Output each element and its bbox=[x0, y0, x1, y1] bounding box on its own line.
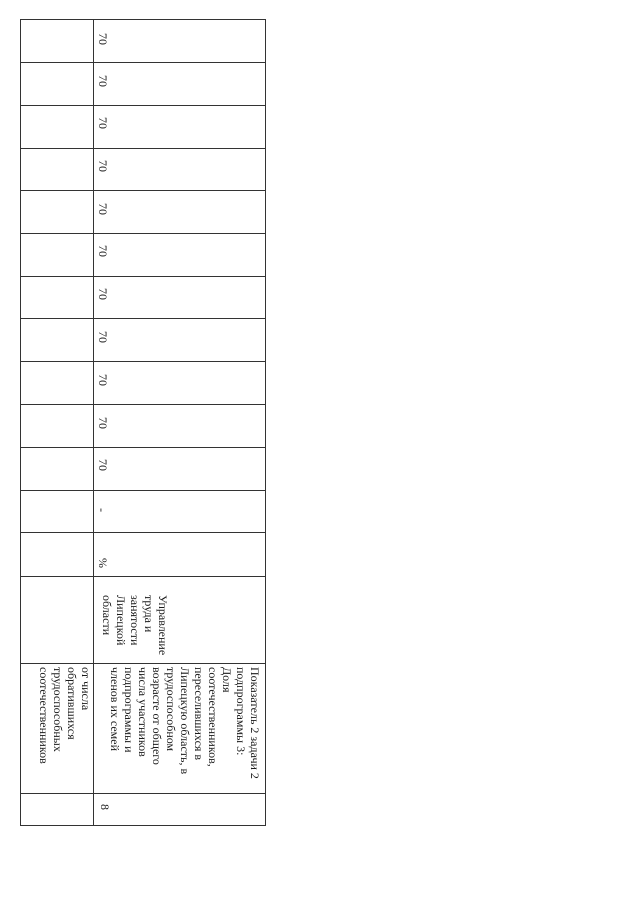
value-cell: 70 bbox=[96, 288, 110, 300]
prev-indicator-line: обратившихся bbox=[65, 667, 79, 740]
executor-line: области bbox=[100, 595, 114, 636]
indicator-line: Липецкую область, в bbox=[178, 667, 192, 775]
prev-indicator-line: трудоспособных bbox=[51, 667, 65, 752]
executor-line: занятости bbox=[128, 595, 142, 646]
col-divider bbox=[20, 663, 266, 664]
indicator-line: трудоспособном bbox=[164, 667, 178, 752]
value-cell: 70 bbox=[96, 203, 110, 215]
executor-line: труда и bbox=[142, 595, 156, 633]
indicator-line: соотечественников, bbox=[206, 667, 220, 767]
indicator-text bbox=[108, 667, 262, 779]
value-cell: 70 bbox=[96, 417, 110, 429]
indicator-line: числа участников bbox=[136, 667, 150, 757]
table-border-bottom bbox=[20, 825, 266, 826]
row-number: 8 bbox=[98, 804, 112, 810]
indicator-line: подпрограммы 3: bbox=[234, 667, 248, 756]
indicator-line: Показатель 2 задачи 2 bbox=[248, 667, 262, 779]
prev-indicator-line: от числа bbox=[79, 667, 93, 711]
col-divider bbox=[20, 105, 266, 106]
col-divider bbox=[20, 404, 266, 405]
executor-line: Липецкой bbox=[114, 595, 128, 646]
col-divider bbox=[20, 233, 266, 234]
col-divider bbox=[20, 490, 266, 491]
executor-text bbox=[100, 595, 170, 655]
col-divider bbox=[20, 62, 266, 63]
col-divider bbox=[20, 447, 266, 448]
value-cell: 70 bbox=[96, 459, 110, 471]
col-divider bbox=[20, 576, 266, 577]
row-divider bbox=[93, 19, 94, 826]
col-divider bbox=[20, 190, 266, 191]
col-divider bbox=[20, 361, 266, 362]
value-cell: 70 bbox=[96, 33, 110, 45]
value-cell: 70 bbox=[96, 75, 110, 87]
col-divider bbox=[20, 276, 266, 277]
indicator-line: членов их семей bbox=[108, 667, 122, 751]
indicator-line: переселившихся в bbox=[192, 667, 206, 761]
prev-indicator-line: соотечественников bbox=[37, 667, 51, 764]
indicator-line: подпрограммы и bbox=[122, 667, 136, 753]
col-divider bbox=[20, 793, 266, 794]
value-cell: 70 bbox=[96, 245, 110, 257]
value-cell: 70 bbox=[96, 160, 110, 172]
col-divider bbox=[20, 532, 266, 533]
col-divider bbox=[20, 148, 266, 149]
indicator-line: Доля bbox=[220, 667, 234, 693]
value-cell: 70 bbox=[96, 374, 110, 386]
col-divider bbox=[20, 318, 266, 319]
value-cell: 70 bbox=[96, 117, 110, 129]
value-cell: 70 bbox=[96, 331, 110, 343]
base-value-cell: - bbox=[95, 508, 109, 512]
table-border-top bbox=[20, 19, 266, 20]
unit-cell: % bbox=[96, 558, 110, 568]
prev-indicator-text bbox=[37, 667, 93, 764]
table-border-right bbox=[265, 19, 266, 826]
table-border-left bbox=[20, 19, 21, 826]
indicator-line: возрасте от общего bbox=[150, 667, 164, 765]
executor-line: Управление bbox=[156, 595, 170, 656]
